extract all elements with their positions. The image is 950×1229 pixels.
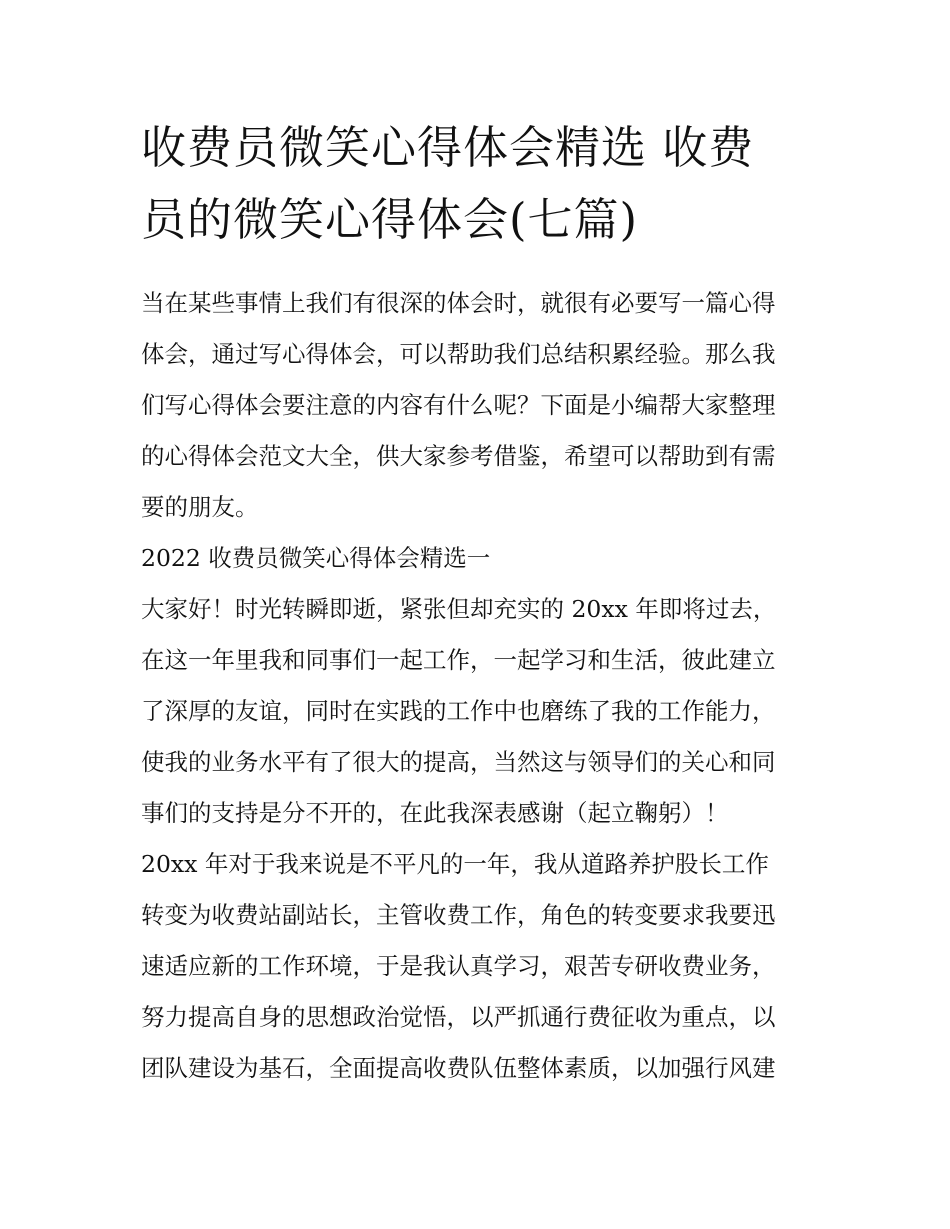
text-line: 们写心得体会要注意的内容有什么呢？下面是小编帮大家整理 xyxy=(141,391,776,419)
text-line: 了深厚的友谊，同时在实践的工作中也磨练了我的工作能力， xyxy=(141,697,776,725)
document-body xyxy=(141,278,813,1094)
section-heading: 2022 收费员微笑心得体会精选一 xyxy=(141,544,491,572)
intro-paragraph xyxy=(141,278,813,533)
text-line: 在这一年里我和同事们一起工作，一起学习和生活，彼此建立 xyxy=(141,646,776,674)
text-line: 转变为收费站副站长，主管收费工作，角色的转变要求我要迅 xyxy=(141,901,776,929)
body-paragraph-1 xyxy=(141,584,813,839)
text-line: 当在某些事情上我们有很深的体会时，就很有必要写一篇心得 xyxy=(141,289,776,317)
text-line: 事们的支持是分不开的，在此我深表感谢（起立鞠躬）！ xyxy=(141,799,729,827)
title-line: 收费员微笑心得体会精选 收费 xyxy=(141,121,755,174)
text-line: 体会，通过写心得体会，可以帮助我们总结积累经验。那么我 xyxy=(141,340,776,368)
document-title xyxy=(141,112,813,256)
text-line: 速适应新的工作环境，于是我认真学习，艰苦专研收费业务， xyxy=(141,952,776,980)
text-line: 团队建设为基石，全面提高收费队伍整体素质，以加强行风建 xyxy=(141,1054,776,1082)
text-line: 20xx 年对于我来说是不平凡的一年，我从道路养护股长工作 xyxy=(141,850,769,878)
text-line: 要的朋友。 xyxy=(141,493,259,521)
text-line: 使我的业务水平有了很大的提高，当然这与领导们的关心和同 xyxy=(141,748,776,776)
text-line: 努力提高自身的思想政治觉悟，以严抓通行费征收为重点，以 xyxy=(141,1003,776,1031)
document-page xyxy=(141,112,813,1094)
title-line: 员的微笑心得体会(七篇) xyxy=(141,193,639,246)
body-paragraph-2 xyxy=(141,839,813,1094)
text-line: 大家好！时光转瞬即逝，紧张但却充实的 20xx 年即将过去， xyxy=(141,595,777,623)
text-line: 的心得体会范文大全，供大家参考借鉴，希望可以帮助到有需 xyxy=(141,442,776,470)
